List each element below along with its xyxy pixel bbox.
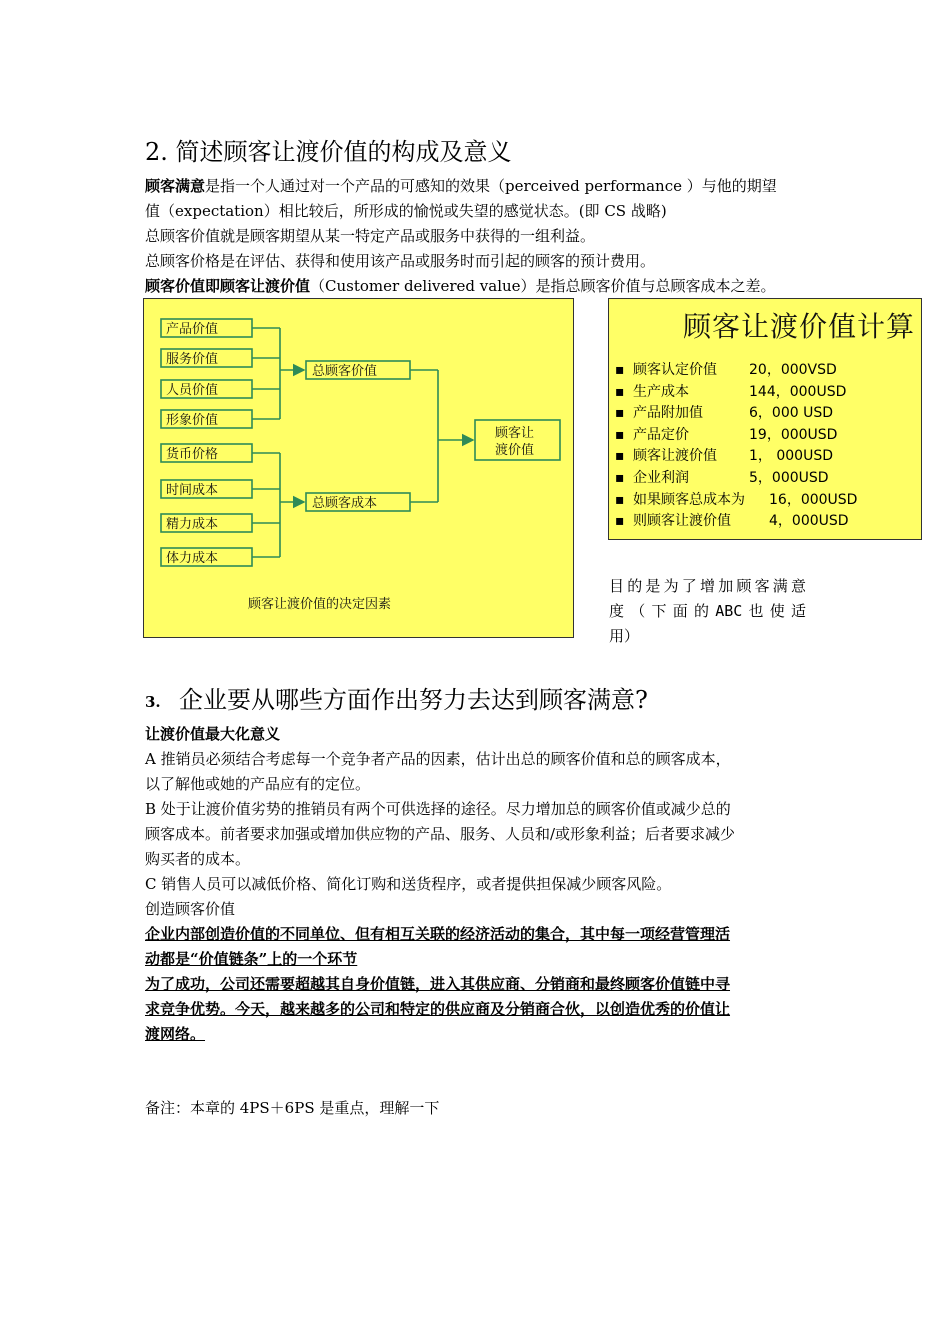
bullet-icon: ▪ [615, 513, 625, 530]
calc-row [615, 404, 833, 422]
bullet-icon: ▪ [615, 362, 625, 378]
calc-row [615, 426, 837, 444]
paragraph-b-line2: 顾客成本。前者要求加强或增加供应物的产品、服务、人员和/或形象利益；后者要求减少 [145, 825, 736, 843]
bullet-icon: ▪ [615, 383, 625, 400]
calc-row-value: 144，000USD [749, 383, 847, 400]
section2-title: 2. 简述顾客让渡价值的构成及意义 [145, 138, 512, 166]
calc-row-label: 顾客让渡价值 [633, 448, 717, 465]
label-physical-cost: 体力成本 [166, 551, 219, 566]
calc-row-value: 20，000VSD [749, 362, 837, 378]
term-customer-satisfaction: 顾客满意 [145, 177, 206, 195]
value-chain-line2: 动都是“价值链条”上的一个环节 [145, 950, 358, 968]
diagram-svg [144, 299, 573, 637]
label-energy-cost: 精力成本 [166, 517, 219, 532]
calc-row-label: 如果顾客总成本为 [633, 491, 745, 508]
bullet-icon: ▪ [615, 426, 625, 443]
calc-row [615, 447, 833, 465]
label-total-value: 总顾客价值 [312, 364, 378, 379]
paragraph-create-value: 创造顾客价值 [145, 900, 236, 918]
label-product-value: 产品价值 [166, 322, 219, 337]
value-determinants-diagram [143, 298, 574, 638]
calc-row-label: 则顾客让渡价值 [633, 513, 731, 530]
label-service-value: 服务价值 [166, 352, 219, 367]
calc-row-label: 产品附加值 [633, 405, 703, 422]
paragraph-cs-definition-cont: 值（expectation）相比较后，所形成的愉悦或失望的感觉状态。(即 CS 战略) [145, 202, 667, 220]
paragraph-a-line1: A 推销员必须结合考虑每一个竞争者产品的因素，估计出总的顾客价值和总的顾客成本， [145, 750, 731, 768]
value-chain-line4: 求竞争优势。今天，越来越多的公司和特定的供应商及分销商合伙，以创造优秀的价值让 [145, 1000, 731, 1018]
calc-row-label: 生产成本 [633, 383, 689, 400]
calc-row [615, 469, 829, 487]
calc-row-value: 19，000USD [749, 426, 838, 443]
value-chain-line1: 企业内部创造价值的不同单位、但有相互关联的经济活动的集合，其中每一项经营管理活 [145, 925, 731, 943]
calc-row [615, 512, 849, 530]
side-note-line1: 目的是为了增加顾客满意 [609, 577, 806, 595]
label-monetary-price: 货币价格 [166, 447, 219, 462]
calc-row-label: 顾客认定价值 [633, 362, 717, 378]
sub-heading-maximize: 让渡价值最大化意义 [145, 725, 281, 743]
label-result-line2: 渡价值 [495, 443, 535, 458]
label-time-cost: 时间成本 [166, 483, 219, 498]
calc-row-value: 4，000USD [769, 513, 849, 530]
paragraph-delivered-value [145, 274, 807, 299]
calc-row [615, 383, 846, 401]
paragraph-total-value: 总顾客价值就是顾客期望从某一特定产品或服务中获得的一组利益。 [145, 227, 596, 245]
delivered-value-text: （Customer delivered value）是指总顾客价值与总顾客成本之差。 [310, 277, 776, 295]
bullet-icon: ▪ [615, 470, 625, 486]
paragraph-a-line2: 以了解他或她的产品应有的定位。 [145, 775, 371, 793]
value-chain-line3: 为了成功，公司还需要超越其自身价值链，进入其供应商、分销商和最终顾客价值链中寻 [145, 975, 731, 993]
paragraph-cs-definition [145, 174, 807, 199]
calc-row-value: 1， 000USD [749, 448, 833, 465]
section3-number: 3. [145, 692, 161, 711]
paragraph-b-line1: B 处于让渡价值劣势的推销员有两个可供选择的途径。尽力增加总的顾客价值或减少总的 [145, 800, 731, 818]
side-note-line3: 用） [609, 627, 640, 645]
label-total-cost: 总顾客成本 [312, 496, 378, 511]
value-calculation-panel [608, 298, 922, 540]
section3-title-text: 企业要从哪些方面作出努力去达到顾客满意? [179, 686, 648, 714]
diagram-caption: 顾客让渡价值的决定因素 [248, 597, 392, 612]
paragraph-c-line1: C 销售人员可以减低价格、简化订购和送货程序，或者提供担保减少顾客风险。 [145, 875, 672, 893]
calc-row-label: 产品定价 [633, 426, 689, 443]
term-delivered-value: 顾客价值即顾客让渡价值 [145, 277, 311, 295]
bullet-icon: ▪ [615, 405, 625, 422]
label-result-line1: 顾客让 [495, 426, 535, 441]
bullet-icon: ▪ [615, 448, 625, 465]
calc-row [615, 491, 857, 509]
section3-title [145, 684, 648, 718]
calc-row-value: 5，000USD [749, 470, 829, 486]
calc-row-value: 16，000USD [769, 491, 858, 508]
side-note-line2: 度（下面的ABC也使适 [609, 602, 806, 620]
calc-row [615, 361, 837, 379]
value-chain-line5: 渡网络。 [145, 1025, 206, 1043]
calc-row-label: 企业利润 [633, 470, 689, 486]
remark: 备注：本章的 4PS＋6PS 是重点，理解一下 [145, 1099, 440, 1117]
cs-definition-text: 是指一个人通过对一个产品的可感知的效果（perceived performance ）与他的期望 [205, 177, 777, 195]
paragraph-b-line3: 购买者的成本。 [145, 850, 251, 868]
bullet-icon: ▪ [615, 491, 625, 508]
calc-row-value: 6，000 USD [749, 405, 833, 422]
side-note [609, 574, 806, 649]
calc-title: 顾客让渡价值计算 [683, 310, 916, 343]
label-personnel-value: 人员价值 [166, 383, 219, 398]
label-image-value: 形象价值 [166, 413, 219, 428]
paragraph-total-price: 总顾客价格是在评估、获得和使用该产品或服务时而引起的顾客的预计费用。 [145, 252, 656, 270]
